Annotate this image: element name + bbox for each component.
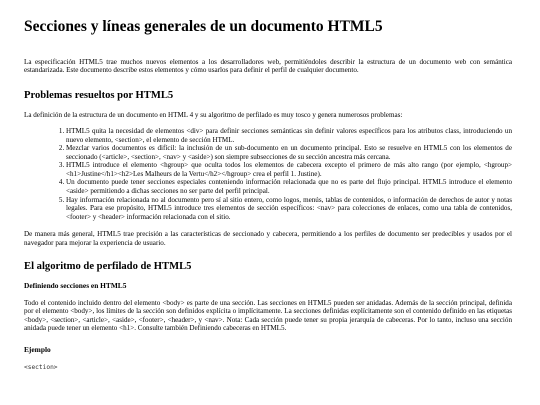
list-item: 1. HTML5 quita la necesidad de elementos <div> para definir secciones semánticas sin definir valores específicos para los atributos class, introduciendo un nuevo elemento, <section>, el elemento de sección HTML. (66, 127, 512, 144)
problems-list (24, 127, 512, 221)
example-code: <section> (24, 363, 58, 371)
general-paragraph: De manera más general, HTML5 trae precisión a las características de seccionado y cabecera, permitiendo a los perfiles de documento ser predecibles y usados por el navegador para mejorar la experiencia de usuario. (24, 230, 512, 247)
algorithm-heading: El algoritmo de perfilado de HTML5 (24, 261, 192, 273)
defining-sections-paragraph: Todo el contenido incluido dentro del elemento <body> es parte de una sección. Las secciones en HTML5 pueden ser anidadas. Además de la sección principal, definida por el elemento <body>, los límites de la sección son definidos explícita o implícitamente. La secciones definidas explícitamente son el contenido definido en las etiquetas <body>, <section>, <article>, <aside>, <footer>, <header>, y <nav>. Nota: Cada sección puede tener su propia jerarquía de cabeceras. Por lo tanto, incluso una sección anidada puede tener un elemento <h1>. Consulte también Definiendo cabeceras en HTML5. (24, 298, 512, 333)
problems-lead-paragraph: La definición de la estructura de un documento en HTML 4 y su algoritmo de perfilado es muy tosco y genera numerosos problemas: (24, 110, 403, 119)
intro-paragraph: La especificación HTML5 trae muchos nuevos elementos a los desarrolladores web, permitiéndoles describir la estructura de un documento web con semántica estandarizada. Este documento describe estos elementos y cómo usarlos para definir el perfil de cualquier documento. (24, 57, 512, 75)
list-item: 4. Un documento puede tener secciones especiales conteniendo información relacionada que no es parte del flujo principal. HTML5 introduce el elemento <aside> permitiendo a dichas secciones no ser parte del perfil principal. (66, 178, 512, 195)
defining-sections-heading: Definiendo secciones en HTML5 (24, 280, 127, 290)
problems-heading: Problemas resueltos por HTML5 (24, 89, 174, 101)
list-item: 2. Mezclar varios documentos es difícil: la inclusión de un sub-documento en un documento principal. Esto se resuelve en HTML5 con los elementos de seccionado (<article>, <section>, <nav> y <aside>) son siempre subsecciones de su sección ancestra más cercana. (66, 144, 512, 161)
list-item: 3. HTML5 introduce el elemento <hgroup> que oculta todos los elementos de cabecera excepto el primero de más alto rango (por ejemplo, <hgroup><h1>Justine</h1><h2>Les Malheurs de la Vertu</h2></hgroup> crea el perfil 1. Justine). (66, 161, 512, 178)
example-heading: Ejemplo (24, 345, 51, 355)
page-title: Secciones y líneas generales de un documento HTML5 (24, 18, 383, 35)
list-item: 5. Hay información relacionada no al documento pero sí al sitio entero, como logos, menús, tablas de contenidos, o información de derechos de autor y notas legales. Para ese propósito, HTML5 introduce tres elementos de sección específicos: <nav> para colecciones de enlaces, como una tabla de contenidos, <footer> y <header> información relacionada con el sitio. (66, 196, 512, 222)
